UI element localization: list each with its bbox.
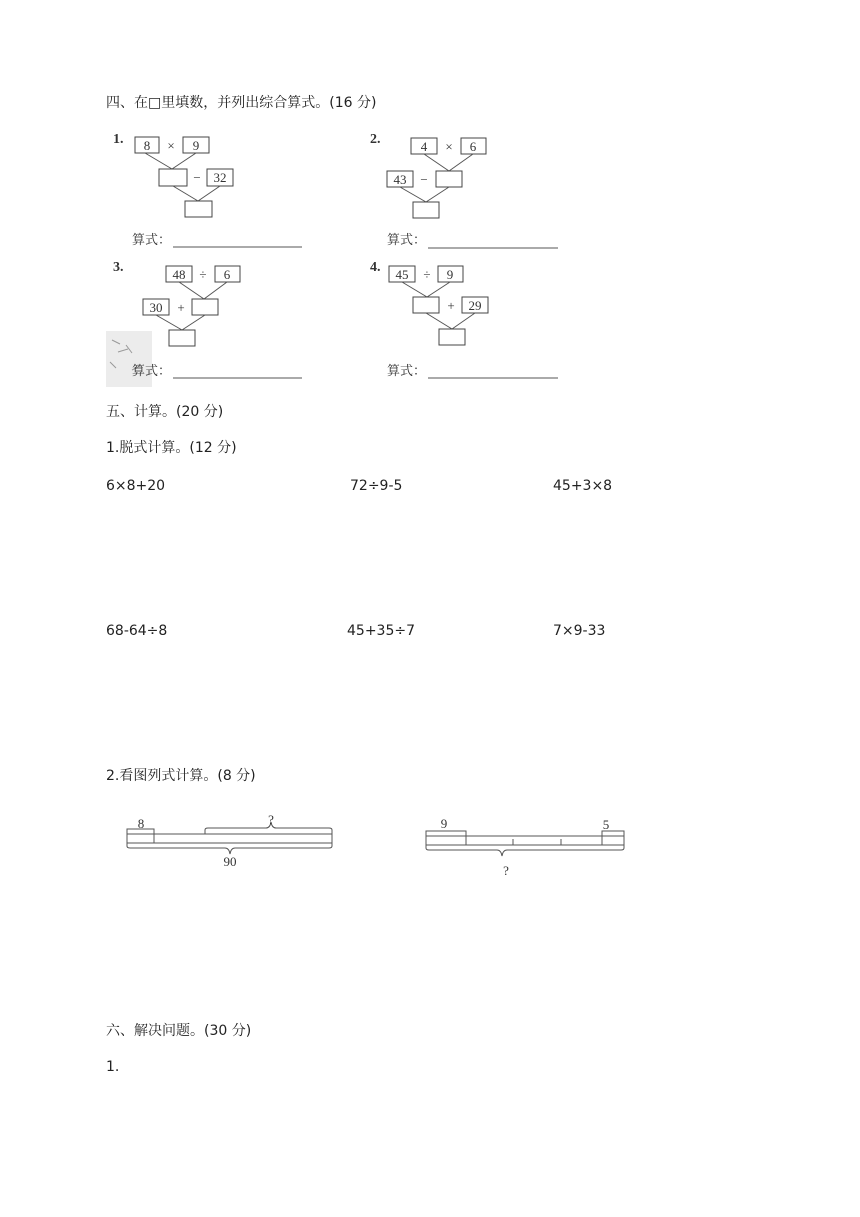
operator: ÷ (423, 267, 431, 282)
number-value: 8 (143, 138, 151, 153)
problem-label: 3. (113, 260, 124, 275)
part1-heading: 1.脱式计算。(12 分) (106, 440, 237, 456)
operator: × (167, 138, 175, 153)
formula-label: 算式： (387, 233, 427, 248)
number-value: 45 (395, 267, 409, 282)
section4-heading: 四、在□里填数，并列出综合算式。(16 分) (106, 95, 377, 111)
total-value: 90 (223, 854, 237, 869)
number-value: 32 (213, 170, 227, 185)
problem-label: 4. (370, 260, 381, 275)
operator: − (193, 170, 201, 185)
problem-1-label: 1. (106, 1059, 120, 1075)
number-value: 4 (420, 139, 428, 154)
expression-5: 45+35÷7 (347, 623, 415, 639)
number-value: 6 (469, 139, 477, 154)
formula-label: 算式： (132, 364, 172, 379)
number-value: 30 (149, 300, 163, 315)
problem-label: 2. (370, 132, 381, 147)
operator: × (445, 139, 453, 154)
expression-1: 6×8+20 (106, 478, 166, 494)
expression-4: 68-64÷8 (106, 623, 168, 639)
operator: ÷ (199, 267, 207, 282)
bar-diagram-1 (127, 812, 332, 869)
blank-box[interactable] (439, 329, 465, 345)
number-value: 6 (223, 267, 231, 282)
problem-label: 1. (113, 132, 124, 147)
number-value: 9 (192, 138, 200, 153)
blank-box[interactable] (436, 171, 462, 187)
expression-3: 45+3×8 (553, 478, 613, 494)
right-value: ? (268, 812, 274, 827)
section5-heading: 五、计算。(20 分) (106, 404, 224, 420)
left-value: 9 (440, 816, 448, 831)
bar-diagram-2 (426, 816, 624, 878)
number-value: 43 (393, 172, 407, 187)
formula-label: 算式： (132, 233, 172, 248)
blank-box[interactable] (185, 201, 212, 217)
number-value: 29 (468, 298, 482, 313)
problem-1-diagram (113, 132, 302, 248)
blank-box[interactable] (413, 297, 439, 313)
number-value: 48 (172, 267, 186, 282)
blank-box[interactable] (192, 299, 218, 315)
problem-3-diagram (106, 260, 302, 387)
blank-box[interactable] (413, 202, 439, 218)
part2-heading: 2.看图列式计算。(8 分) (106, 768, 256, 784)
operator: − (420, 172, 428, 187)
formula-label: 算式： (387, 364, 427, 379)
expression-2: 72÷9-5 (350, 478, 403, 494)
total-value: ? (503, 863, 509, 878)
blank-box[interactable] (169, 330, 195, 346)
number-value: 9 (446, 267, 454, 282)
right-value: 5 (602, 817, 610, 832)
section6-heading: 六、解决问题。(30 分) (106, 1023, 252, 1039)
expression-6: 7×9-33 (553, 623, 606, 639)
left-value: 8 (137, 816, 145, 831)
operator: + (177, 300, 185, 315)
problem-2-diagram (370, 132, 558, 248)
problem-4-diagram (370, 260, 558, 379)
operator: + (447, 298, 455, 313)
fill-in-diagrams (0, 0, 860, 400)
blank-box[interactable] (159, 169, 187, 186)
